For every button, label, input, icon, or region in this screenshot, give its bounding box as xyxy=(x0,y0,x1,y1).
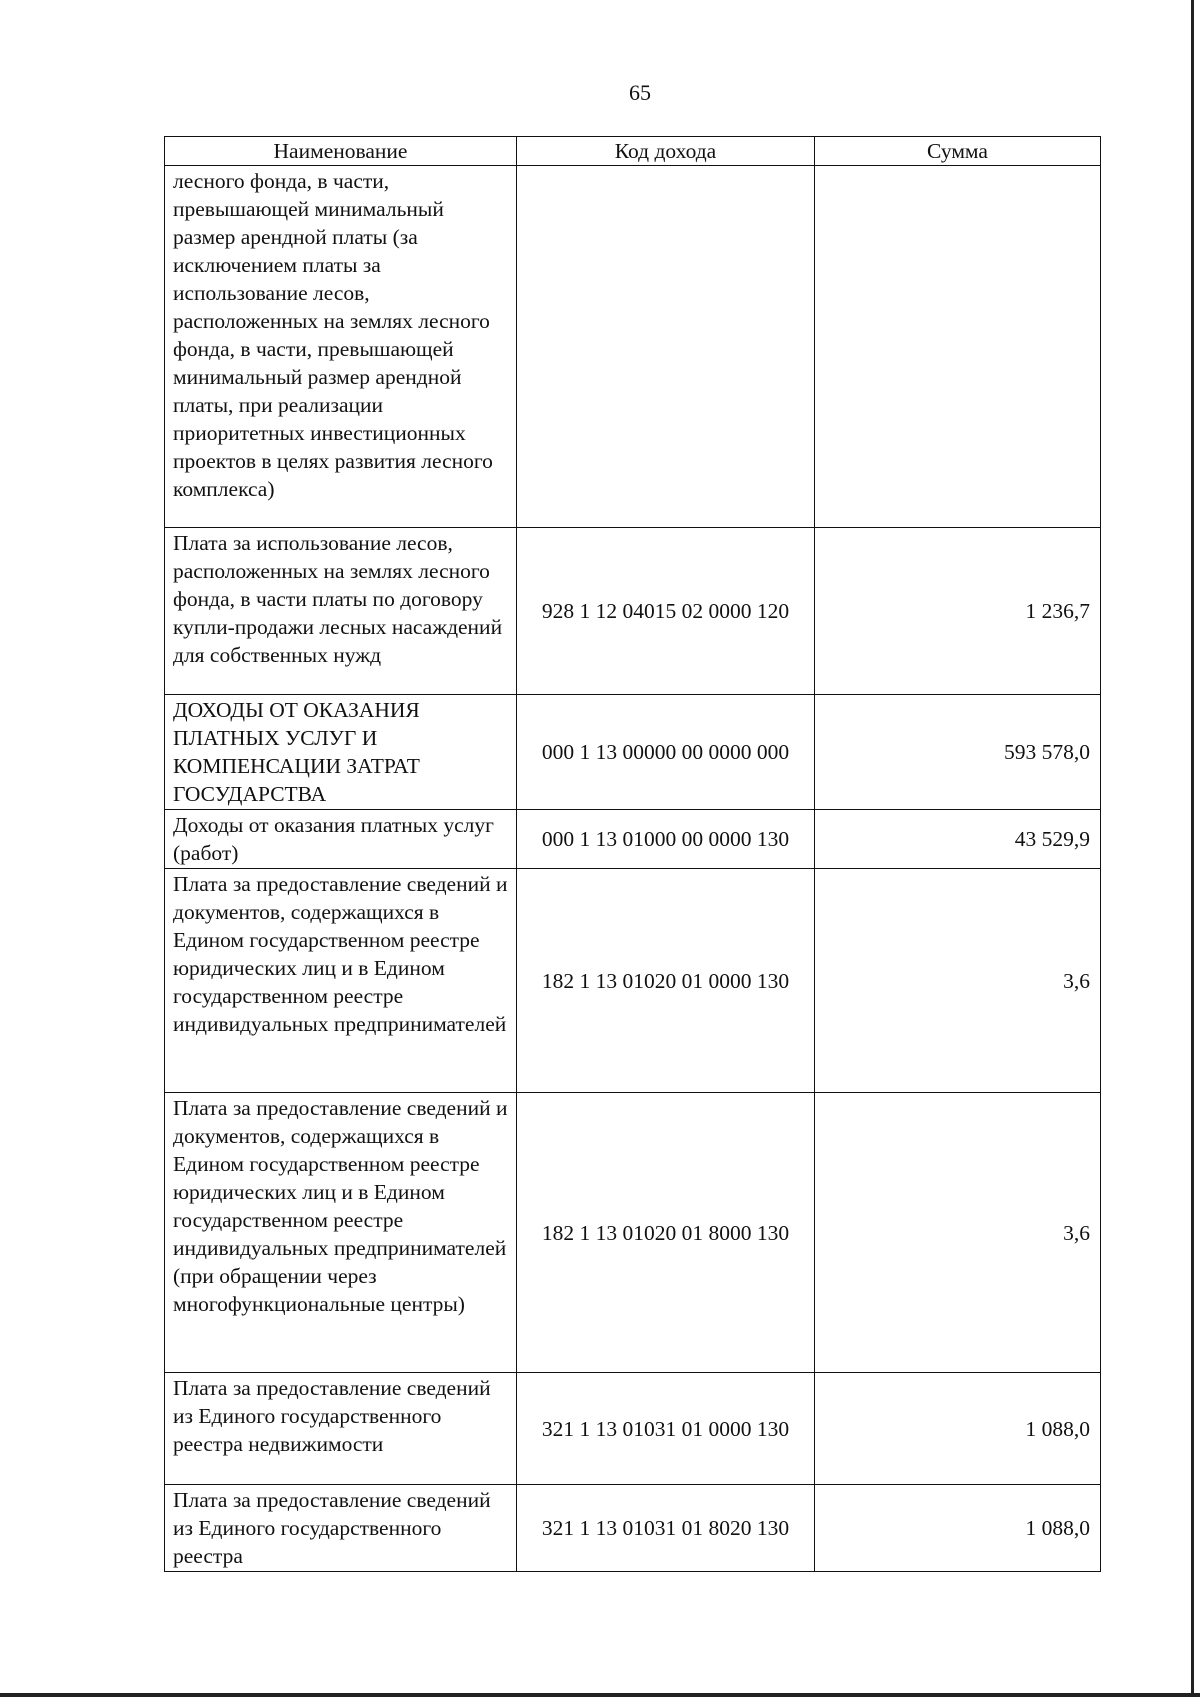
column-header-name: Наименование xyxy=(165,137,517,166)
row-code: 000 1 13 00000 00 0000 000 xyxy=(517,695,815,810)
table-row xyxy=(165,810,1101,869)
row-sum: 1 088,0 xyxy=(815,1485,1101,1572)
row-name: ДОХОДЫ ОТ ОКАЗАНИЯ ПЛАТНЫХ УСЛУГ И КОМПЕНСАЦИИ ЗАТРАТ ГОСУДАРСТВА xyxy=(165,695,517,810)
table-row xyxy=(165,1373,1101,1485)
table-row xyxy=(165,1485,1101,1572)
column-header-sum: Сумма xyxy=(815,137,1101,166)
page-number: 65 xyxy=(629,80,651,105)
row-sum: 43 529,9 xyxy=(815,810,1101,869)
row-name: Плата за использование лесов, расположенных на землях лесного фонда, в части платы по договору купли-продажи лесных насаждений для собственных нужд xyxy=(165,528,517,695)
table-row xyxy=(165,528,1101,695)
row-sum: 593 578,0 xyxy=(815,695,1101,810)
row-code xyxy=(517,166,815,528)
row-sum: 3,6 xyxy=(815,1093,1101,1373)
row-code: 321 1 13 01031 01 0000 130 xyxy=(517,1373,815,1485)
row-code: 182 1 13 01020 01 0000 130 xyxy=(517,869,815,1093)
row-name: Плата за предоставление сведений из Единого государственного реестра xyxy=(165,1485,517,1572)
row-sum xyxy=(815,166,1101,528)
row-sum: 1 236,7 xyxy=(815,528,1101,695)
row-name: Плата за предоставление сведений и документов, содержащихся в Едином государственном реестре юридических лиц и в Едином государственном реестре индивидуальных предпринимателей (при обращении через многофункциональные центры) xyxy=(165,1093,517,1373)
row-sum: 1 088,0 xyxy=(815,1373,1101,1485)
row-code: 000 1 13 01000 00 0000 130 xyxy=(517,810,815,869)
row-code: 182 1 13 01020 01 8000 130 xyxy=(517,1093,815,1373)
column-header-code: Код дохода xyxy=(517,137,815,166)
row-name: Доходы от оказания платных услуг (работ) xyxy=(165,810,517,869)
table-row xyxy=(165,166,1101,528)
scan-edge-bottom xyxy=(0,1693,1200,1697)
row-name: лесного фонда, в части, превышающей минимальный размер арендной платы (за исключением платы за использование лесов, расположенных на землях лесного фонда, в части, превышающей минимальный размер арендной платы, при реализации приоритетных инвестиционных проектов в целях развития лесного комплекса) xyxy=(165,166,517,528)
row-name: Плата за предоставление сведений из Единого государственного реестра недвижимости xyxy=(165,1373,517,1485)
table-row xyxy=(165,869,1101,1093)
row-code: 928 1 12 04015 02 0000 120 xyxy=(517,528,815,695)
row-sum: 3,6 xyxy=(815,869,1101,1093)
table-row xyxy=(165,695,1101,810)
table-header-row xyxy=(165,137,1101,166)
table-row xyxy=(165,1093,1101,1373)
revenue-table xyxy=(164,136,1101,1572)
row-name: Плата за предоставление сведений и документов, содержащихся в Едином государственном реестре юридических лиц и в Едином государственном реестре индивидуальных предпринимателей xyxy=(165,869,517,1093)
row-code: 321 1 13 01031 01 8020 130 xyxy=(517,1485,815,1572)
scan-edge-right xyxy=(1191,0,1194,1697)
